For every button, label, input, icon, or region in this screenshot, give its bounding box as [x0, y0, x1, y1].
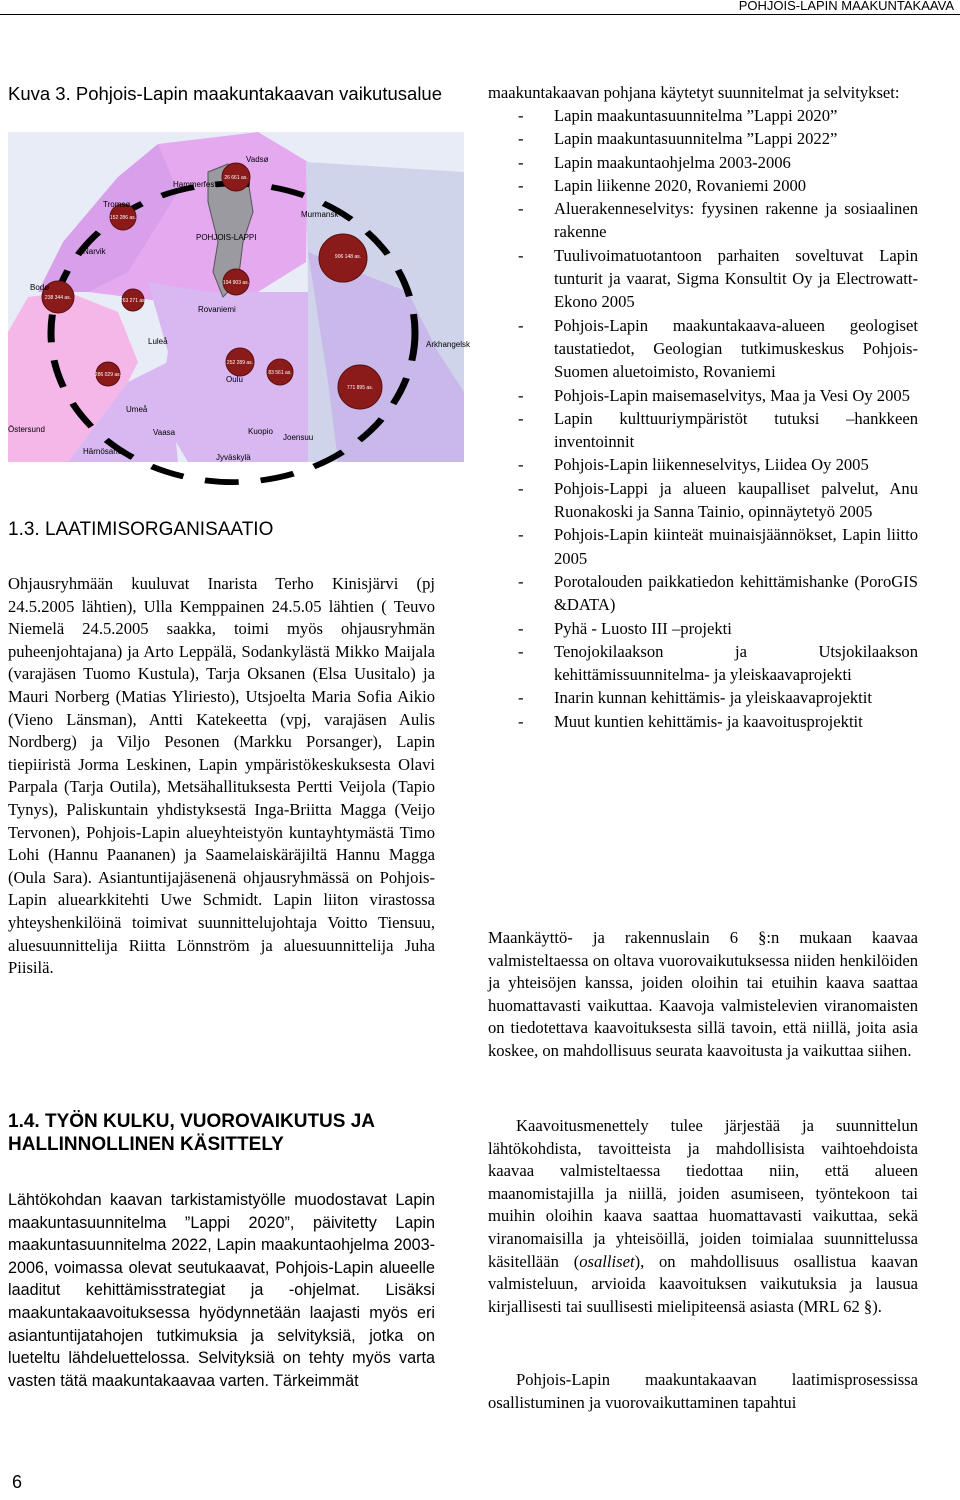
label-joensuu: Joensuu	[283, 433, 314, 442]
participation-text-a: Kaavoitusmenettely tulee järjestää ja suunnittelun lähtökohdista, tavoitteista ja mahdollisista vaihtoehdoista kaavaa valmisteltaessa tiedottaa niin, että alueen maanomistajilla ja niillä, joiden asumiseen, työntekoon tai muihin oloihin kaava saattaa huomattavasti vaikuttaa, sekä viranomaisilla ja yhteisöillä, joiden toimialaa suunnittelussa käsitellään (	[488, 1116, 918, 1271]
section-1-4-title-line1: 1.4. TYÖN KULKU, VUOROVAIKUTUS JA	[8, 1111, 376, 1132]
section-1-3-text: Ohjausryhmään kuuluvat Inarista Terho Kinisjärvi (pj 24.5.2005 lähtien), Ulla Kemppainen 24.5.05 lähtien ( Teuvo Niemelä 24.5.2005 saakka, toimi myös ohjausryhmän puheenjohtajana) ja Arto Leppälä, Sodankylästä Mikko Maijala (varajäsen Tuomo Kustula), Tarja Oksanen (Elsa Uusitalo) ja Mauri Norberg (Matias Yliriesto), Utsjoelta Maria Sofia Aikio (Vieno Länsman), Antti Katekeetta (vpj, varajäsen Aulis Nordberg) ja Viljo Pesonen (Markku Porsanger), Lapin tiepiiristä Jorma Leskinen, Lapin ympäristökeskuksesta Olavi Parpala (Tarja Outila), Metsähallituksesta Pertti Veijola (Tapio Tynys), Paliskuntain yhdistyksestä Inga-Briitta Magga (Veijo Tervonen), Pohjois-Lapin alueyhteistyön kuntayhtymästä Timo Lohi (Hannu Paananen) ja Saamelaiskäräjiltä Hannu Magga (Oula Sara). Asiantuntijajäsenenä ohjausryhmässä on Pohjois-Lapin aluearkkitehti Uwe Schmidt. Lapin liiton virastossa yhteyshenkilöinä toimivat suunnittelujohtaja Voitto Tiensuu, aluesuunnittelija Riitta Lönnström ja aluesuunnittelija Juha Piisilä.	[8, 574, 435, 978]
pop-oulu: 252 289 as.	[226, 360, 254, 366]
label-rovaniemi: Rovaniemi	[198, 305, 236, 314]
label-vadso: Vadsø	[246, 155, 269, 164]
pop-bodo: 238 344 as.	[44, 295, 72, 301]
list-item: - Muut kuntien kehittämis- ja kaavoitusprojektit	[488, 710, 918, 733]
list-item: - Lapin maakuntaohjelma 2003-2006	[488, 151, 918, 174]
label-ostersund: Östersund	[8, 425, 45, 434]
label-hammerfest: Hammerfest	[173, 180, 217, 189]
label-pohjois-lappi: POHJOIS-LAPPI	[196, 233, 257, 242]
pop-hammerfest: 152 286 as.	[109, 215, 137, 221]
label-oulu: Oulu	[226, 375, 243, 384]
label-harnosand: Härnösand	[83, 447, 123, 456]
page-header	[0, 0, 960, 15]
list-item: - Lapin maakuntasuunnitelma ”Lappi 2020”	[488, 104, 918, 127]
list-item: - Lapin maakuntasuunnitelma ”Lappi 2022”	[488, 127, 918, 150]
pop-narvik: 263 271 as.	[119, 298, 147, 304]
participation-term: osalliset	[579, 1251, 635, 1271]
label-arkhangelsk: Arkhangelsk	[426, 340, 471, 349]
list-item: - Pohjois-Lappi ja alueen kaupalliset palvelut, Anu Ruonakoski ja Sanna Tainio, opinnäytetyö 2005	[488, 477, 918, 524]
list-item: - Pohjois-Lapin kiinteät muinaisjäännökset, Lapin liitto 2005	[488, 523, 918, 570]
section-1-3-title: 1.3. LAATIMISORGANISAATIO	[8, 519, 274, 540]
label-murmansk: Murmansk	[301, 210, 339, 219]
pop-rovaniemi: 194 903 as.	[222, 280, 250, 286]
label-lulea: Luleå	[148, 337, 168, 346]
label-kuopio: Kuopio	[248, 427, 273, 436]
figure-caption: Kuva 3. Pohjois-Lapin maakuntakaavan vaikutusalue	[8, 83, 443, 104]
label-jyvaskyla: Jyväskylä	[216, 453, 251, 462]
participation-paragraph	[488, 1115, 918, 1318]
list-item: - Lapin liikenne 2020, Rovaniemi 2000	[488, 174, 918, 197]
list-item: - Pyhä - Luosto III –projekti	[488, 617, 918, 640]
list-item: - Inarin kunnan kehittämis- ja yleiskaavaprojektit	[488, 686, 918, 709]
header-title: POHJOIS-LAPIN MAAKUNTAKAAVA	[738, 0, 954, 13]
label-vaasa: Vaasa	[153, 428, 176, 437]
pop-kainuu: 83 561 as.	[268, 370, 292, 376]
label-bodo: Bodø	[30, 283, 50, 292]
process-paragraph: Pohjois-Lapin maakuntakaavan laatimisprosessissa osallistuminen ja vuorovaikuttaminen tapahtui	[488, 1370, 918, 1412]
list-item: - Pohjois-Lapin maakuntakaava-alueen geologiset taustatiedot, Geologian tutkimuskeskus Pohjois-Suomen aluetoimisto, Rovaniemi	[488, 314, 918, 384]
list-item: - Pohjois-Lapin liikenneselvitys, Liidea Oy 2005	[488, 453, 918, 476]
influence-area-map	[8, 132, 471, 462]
label-tromso: Tromsø	[103, 200, 131, 209]
list-item: - Porotalouden paikkatiedon kehittämishanke (PoroGIS &DATA)	[488, 570, 918, 617]
pop-lulea: 286 029 as.	[94, 372, 122, 378]
section-1-4-title-line2: HALLINNOLLINEN KÄSITTELY	[8, 1134, 284, 1155]
list-item: - Pohjois-Lapin maisemaselvitys, Maa ja Vesi Oy 2005	[488, 384, 918, 407]
mrl-paragraph: Maankäyttö- ja rakennuslain 6 §:n mukaan kaavaa valmisteltaessa on oltava vuorovaikutuksessa niiden henkilöiden ja yhteisöjen kanssa, joiden oloihin tai etuihin kaava saattaa huomattavasti vaikuttaa. Kaavoja valmistelevien viranomaisten on tiedotettava kaavoituksesta sillä tavoin, että niillä, joita asia koskee, on mahdollisuus seurata kaavoitusta ja vaikuttaa siihen.	[488, 928, 918, 1060]
pop-arkhangelsk: 771 895 as.	[346, 385, 374, 391]
participation-text-b: ), on mahdollisuus osallistua kaavan valmisteluun, arvioida kaavoituksen vaikutuksia ja lausua kirjallisesti tai suullisesti mielipiteensä asiasta (MRL 62 §).	[488, 1251, 918, 1316]
pop-murmansk: 906 148 as.	[334, 254, 362, 260]
pop-vadso: 26 661 as.	[224, 175, 248, 181]
list-item: - Lapin kulttuuriympäristöt tutuksi –hankkeen inventoinnit	[488, 407, 918, 454]
section-1-4-text: Lähtökohdan kaavan tarkistamistyölle muodostavat Lapin maakuntasuunnitelma ”Lappi 2020”, päivitetty Lapin maakuntasuunnitelma 2022, Lapin maakuntaohjelma 2003-2006, voimassa olevat seutukaavat, Pohjois-Lapin alueelle laaditut kehittämisstrategiat ja -ohjelmat. Lisäksi maakuntakaavoituksessa hyödynnetään laajasti myös eri asiantuntijatahojen tutkimuksia ja selvityksiä, jotka on lueteltu lähdeluettelossa. Selvityksiä on tehty myös varta vasten tätä maakuntakaavaa varten. Tärkeimmät	[8, 1191, 435, 1390]
sources-intro: maakuntakaavan pohjana käytetyt suunnitelmat ja selvitykset:	[488, 83, 900, 102]
list-item: - Aluerakenneselvitys: fyysinen rakenne ja sosiaalinen rakenne	[488, 197, 918, 244]
label-narvik: Narvik	[83, 247, 106, 256]
list-item: - Tuulivoimatuotantoon parhaiten soveltuvat Lapin tunturit ja vaarat, Sigma Konsultit Oy ja Electrowatt-Ekono 2005	[488, 244, 918, 314]
list-item: - Tenojokilaakson ja Utsjokilaakson kehittämissuunnitelma- ja yleiskaavaprojekti	[488, 640, 918, 687]
sources-list	[488, 104, 918, 733]
label-umea: Umeå	[126, 405, 148, 414]
page-number: 6	[12, 1472, 23, 1492]
